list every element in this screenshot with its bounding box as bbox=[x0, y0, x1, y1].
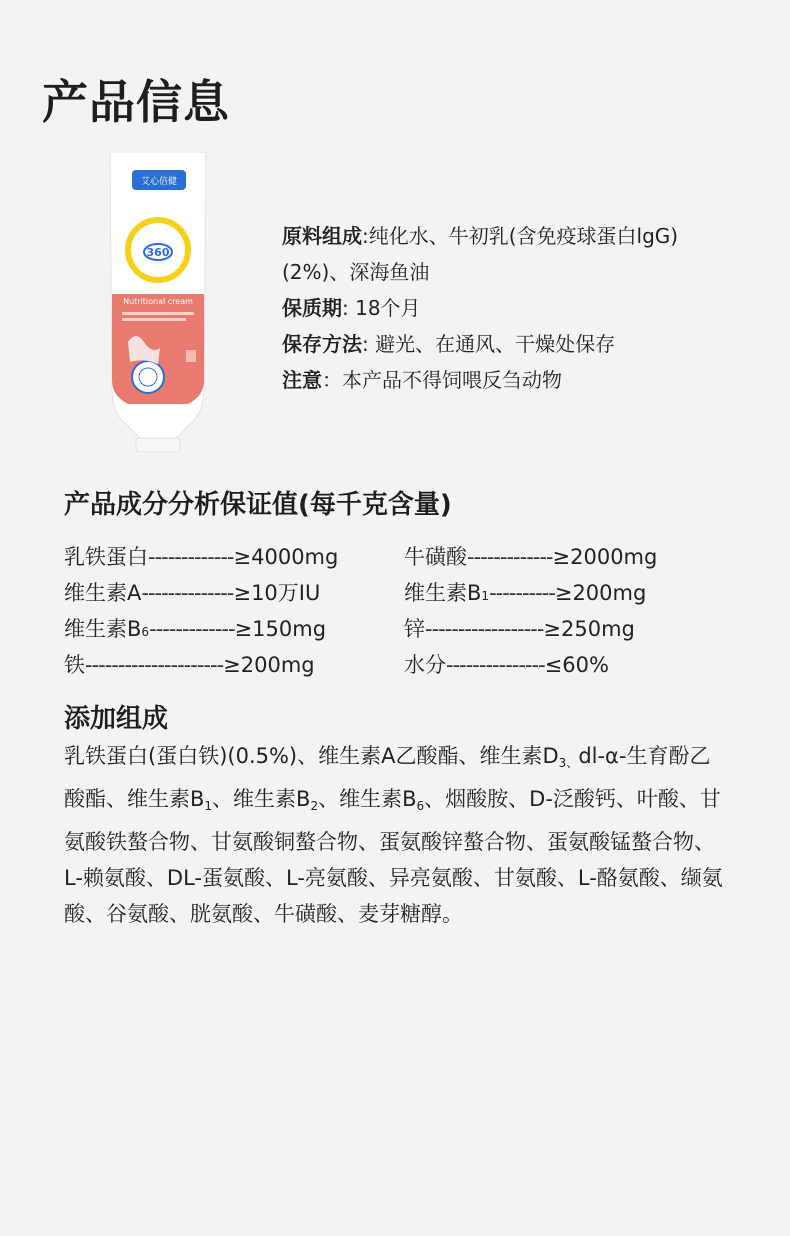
dashes: --------------- bbox=[446, 653, 545, 677]
nutrient-value: ≥250mg bbox=[543, 617, 635, 641]
dashes: -------------- bbox=[141, 581, 234, 605]
additives-text: dl-α-生育酚乙酸酯、维生素B bbox=[64, 744, 711, 811]
note-line bbox=[282, 362, 772, 398]
nutrient-value: ≥200mg bbox=[554, 581, 647, 605]
nutrient-value: ≥200mg bbox=[223, 653, 315, 677]
dashes: ------------- bbox=[148, 545, 234, 569]
badge-360-text: 360 bbox=[146, 246, 170, 259]
additives-text: 、烟酸胺、D-泛酸钙、叶酸、甘氨酸铁螯合物、甘氨酸铜螯合物、蛋氨酸锌螯合物、蛋氨酸锰螯合物、L-赖氨酸、DL-蛋氨酸、L-亮氨酸、异亮氨酸、甘氨酸、L-酪氨酸、缬氨酸、谷氨酸、胱氨酸、牛磺酸、麦芽糖醇。 bbox=[64, 787, 723, 926]
additives-title: 添加组成 bbox=[64, 704, 169, 734]
additives-text: 乳铁蛋白(蛋白铁)(0.5%)、维生素A乙酸酯、维生素D bbox=[64, 744, 559, 768]
storage-label: 保存方法 bbox=[282, 332, 362, 356]
guarantee-title: 产品成分分析保证值(每千克含量) bbox=[64, 490, 452, 520]
dashes: ------------- bbox=[149, 617, 235, 641]
nutrient-item bbox=[404, 577, 724, 607]
nutrient-item bbox=[64, 649, 404, 679]
nutrient-name: 锌 bbox=[404, 617, 425, 641]
dashes: ---------- bbox=[489, 581, 555, 605]
additives-text: 、维生素B bbox=[212, 787, 311, 811]
table-row bbox=[64, 538, 724, 574]
nutrient-value: ≥2000mg bbox=[552, 545, 658, 569]
subscript: 2 bbox=[310, 799, 319, 813]
ingredients-line-2: (2%)、深海鱼油 bbox=[282, 260, 430, 284]
nutrient-item bbox=[64, 613, 404, 643]
note-label: 注意 bbox=[282, 368, 322, 392]
subscript: 6 bbox=[416, 799, 425, 813]
nutrient-name: 维生素B bbox=[404, 581, 482, 605]
nutrient-item bbox=[404, 541, 724, 571]
band-title: Nutritional cream bbox=[123, 297, 193, 306]
ingredients-label: 原料组成 bbox=[282, 224, 362, 248]
nutrient-name: 牛磺酸 bbox=[404, 545, 467, 569]
page-title: 产品信息 bbox=[42, 75, 230, 129]
nutrient-name: 水分 bbox=[404, 653, 446, 677]
note-value: ：本产品不得饲喂反刍动物 bbox=[322, 368, 562, 392]
storage-line bbox=[282, 326, 772, 362]
nutrient-item bbox=[404, 649, 724, 679]
nutrient-name: 乳铁蛋白 bbox=[64, 545, 148, 569]
dashes: ------------- bbox=[467, 545, 553, 569]
nutrient-name: 维生素B bbox=[64, 617, 142, 641]
nutrient-value: ≥4000mg bbox=[233, 545, 339, 569]
nutrient-value: ≥150mg bbox=[234, 617, 327, 641]
nutrient-item bbox=[64, 577, 404, 607]
nutrient-name: 铁 bbox=[64, 653, 85, 677]
additives-text: 、维生素B bbox=[318, 787, 417, 811]
product-tube-image bbox=[108, 152, 208, 452]
brand-logo-text: 艾心倍健 bbox=[140, 177, 178, 187]
storage-value: : 避光、在通风、干燥处保存 bbox=[362, 332, 616, 356]
nutrient-value: ≥10万IU bbox=[233, 581, 321, 605]
ingredients-value: :纯化水、牛初乳(含免疫球蛋白lgG) bbox=[362, 224, 679, 248]
ingredients-line bbox=[282, 218, 772, 254]
table-row bbox=[64, 574, 724, 610]
subscript: 1 bbox=[481, 589, 490, 603]
shelf-life-value: : 18个月 bbox=[342, 296, 421, 320]
shelf-life-label: 保质期 bbox=[282, 296, 342, 320]
nutrient-item bbox=[64, 541, 404, 571]
subscript: 1 bbox=[204, 799, 213, 813]
nutrient-name: 维生素A bbox=[64, 581, 142, 605]
subscript: 3、 bbox=[558, 756, 579, 770]
dashes: ------------------ bbox=[425, 617, 544, 641]
nutrient-item bbox=[404, 613, 724, 643]
nutrient-value: ≤60% bbox=[544, 653, 609, 677]
subscript: 6 bbox=[141, 625, 150, 639]
seal-icon bbox=[132, 361, 164, 393]
product-info bbox=[282, 218, 772, 398]
table-row bbox=[64, 646, 724, 682]
table-row bbox=[64, 610, 724, 646]
shelf-life-line bbox=[282, 290, 772, 326]
dashes: --------------------- bbox=[85, 653, 224, 677]
nutrient-table bbox=[64, 538, 724, 682]
additives-paragraph bbox=[64, 738, 724, 932]
